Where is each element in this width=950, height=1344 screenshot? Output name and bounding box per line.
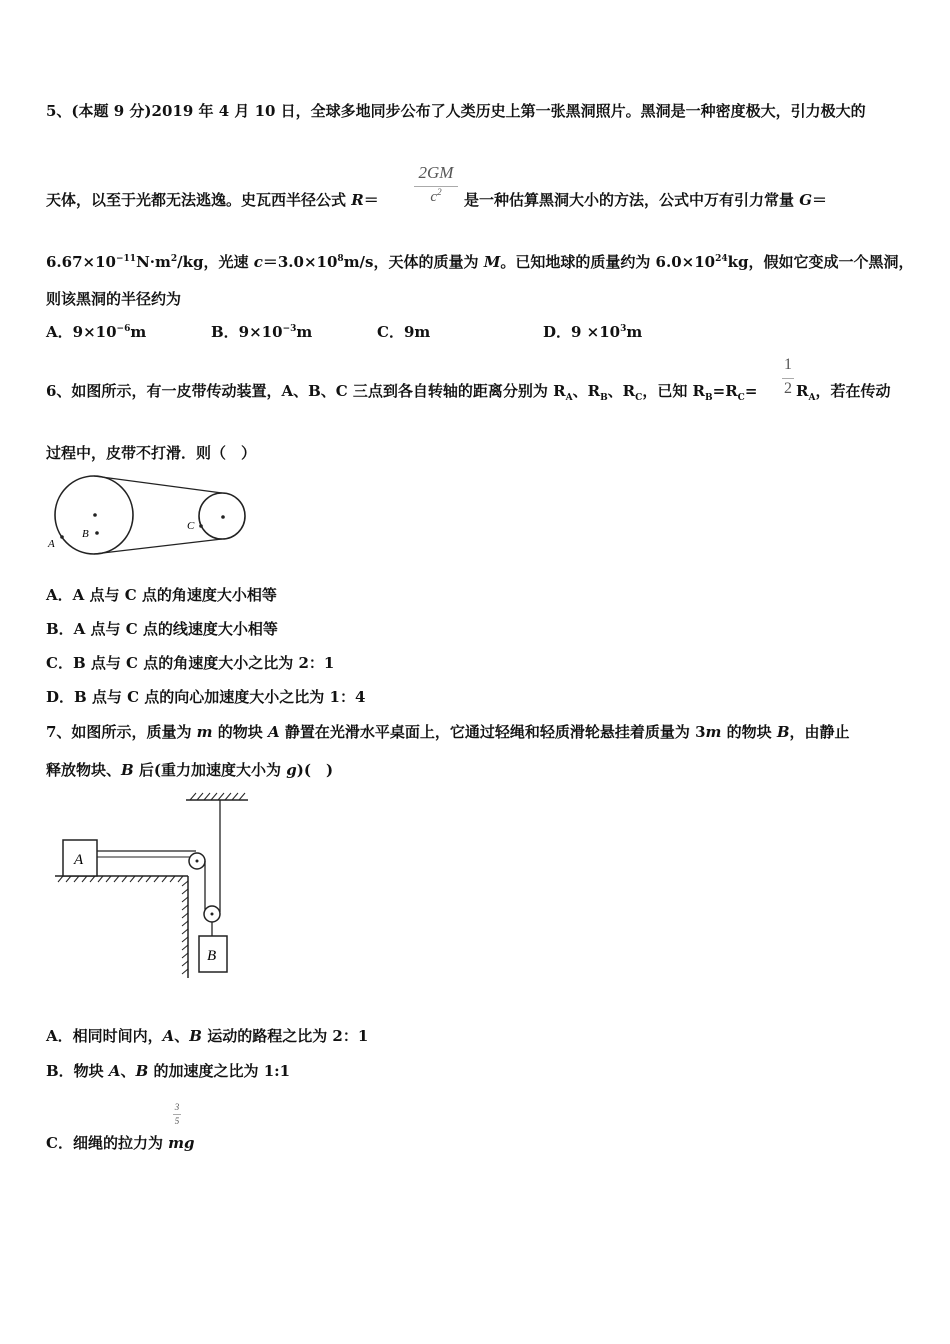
point-a [60,535,64,539]
q7-option-a[interactable]: A．相同时间内，A、B 运动的路程之比为 2：1 [46,1027,369,1045]
block-b-label: B [207,948,217,964]
q6-line-1-cont: $R_A$，若在传动 [796,382,891,403]
pulley-block-figure [50,790,270,990]
q6-line-1: 6、如图所示，有一皮带传动装置，A、B、C 三点到各自转轴的距离分别为 $R_A$、$R_B$、$R_C$，已知 $R_B=R_C=$ [46,382,758,403]
q5-formula-bar [414,186,458,187]
q6-option-c[interactable]: C．B 点与 C 点的角速度大小之比为 2：1 [46,654,335,672]
q7-option-b[interactable]: B．物块 A、B 的加速度之比为 1:1 [46,1062,291,1080]
q6-frac-bar [782,378,794,379]
q5-option-a[interactable]: A．$9\times 10^{-6}m$ [46,323,147,341]
radius-symbol: R [351,191,364,209]
large-pulley-axis [93,513,97,517]
q5-line-3: $6.67\times 10^{-11}N\cdot m^2/kg$，光速 $c=3.0\times 10^8m/s$，天体的质量为 M。已知地球的质量约为 $6.0\times 10^{24}kg$，假如它变成一个黑洞， [46,253,914,271]
point-b [95,531,99,535]
q6-frac-denominator: 2 [784,380,792,397]
q7-frac-denominator: 5 [174,1116,180,1126]
q6-option-a[interactable]: A．A 点与 C 点的角速度大小相等 [46,586,277,604]
q7-option-c[interactable]: C．细绳的拉力为 mg [46,1134,195,1152]
q5-line-2: 天体，以至于光都无法逃逸。史瓦西半径公式 R＝ [46,191,379,209]
q7-frac-numerator: 3 [174,1102,180,1112]
q7-line-1: 7、如图所示，质量为 m 的物块 A 静置在光滑水平桌面上，它通过轻绳和轻质滑轮悬挂着质量为 3m 的物块 B，由静止 [46,723,850,741]
q6-line-2: 过程中，皮带不打滑．则（ ） [46,444,257,462]
q5-option-d[interactable]: D．$9 \times 10^3m$ [543,323,643,341]
q5-line-4: 则该黑洞的半径约为 [46,290,182,308]
belt-drive-figure [44,470,254,560]
label-b: B [82,528,89,540]
q6-frac-numerator: 1 [784,356,792,373]
q7-frac-bar [173,1114,181,1115]
q5-formula-denominator: $c^2$ [430,187,442,205]
belt-top [94,476,222,493]
q5-line-1 [46,101,866,121]
gravitational-constant-symbol: G [799,191,813,209]
point-c [199,524,203,528]
q5-option-b[interactable]: B．$9\times 10^{-3}m$ [211,323,313,341]
q6-option-d[interactable]: D．B 点与 C 点的向心加速度大小之比为 1：4 [46,688,366,706]
q6-option-b[interactable]: B．A 点与 C 点的线速度大小相等 [46,620,278,638]
label-c: C [187,520,195,532]
q5-option-c[interactable]: C．9m [377,323,431,341]
belt-bottom [94,539,222,554]
q5-formula-numerator: 2GM [418,163,454,182]
small-pulley-axis [221,515,225,519]
block-a-label: A [74,852,84,868]
q5-text: 5、(本题 9 分)2019 年 4 月 10 日，全球多地同步公布了人类历史上第一张黑洞照片。黑洞是一种密度极大，引力极大的 [46,102,866,120]
q7-line-2: 释放物块、B 后(重力加速度大小为 g)( ) [46,761,334,779]
label-a: A [48,538,55,550]
q5-line-2-cont: 是一种估算黑洞大小的方法，公式中万有引力常量 G＝ [464,191,828,209]
